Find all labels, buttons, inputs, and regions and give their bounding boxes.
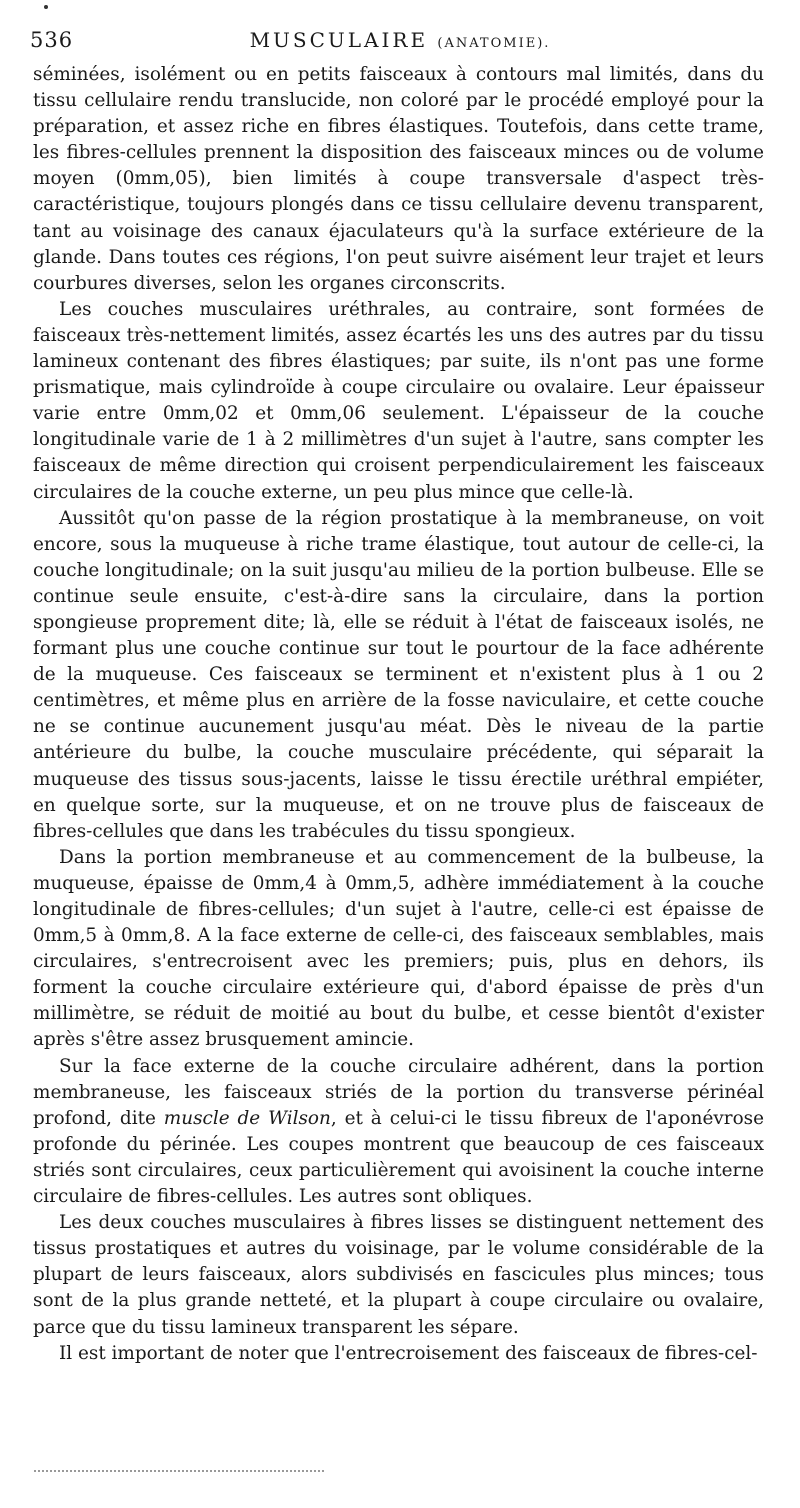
body-text: [33, 62, 764, 1367]
page-header: [30, 28, 770, 64]
paragraph: séminées, isolément ou en petits faisceaux à contours mal limités, dans du tissu cellulaire rendu translucide, non coloré par le procédé employé pour la préparation, et assez riche en fibres élastiques. Toutefois, dans cette trame, les fibres-cellules prennent la disposition des faisceaux minces ou de volume moyen (0mm,05), bien limités à coupe transversale d'aspect très-caractéristique, toujours plongés dans ce tissu cellulaire devenu transparent, tant au voisinage des canaux éjaculateurs qu'à la surface extérieure de la glande. Dans toutes ces régions, l'on peut suivre aisément leur trajet et leurs courbures diverses, selon les organes circonscrits.: [33, 64, 764, 294]
footer-dotted-rule: [34, 1470, 324, 1472]
running-subtitle: (ANATOMIE).: [437, 36, 551, 51]
paragraph: Il est important de noter que l'entrecroisement des faisceaux de fibres-cel-: [59, 1342, 758, 1364]
paragraph: Les deux couches musculaires à fibres lisses se distinguent nettement des tissus prostatiques et autres du voisinage, par le volume considérable de la plupart de leurs faisceaux, alors subdivisés en fascicules plus minces; tous sont de la plus grande netteté, et la plupart à coupe circulaire ou ovalaire, parce que du tissu lamineux transparent les sépare.: [33, 1212, 764, 1338]
running-head: [30, 28, 770, 52]
page-number: 536: [30, 28, 74, 52]
paragraph-text: Sur la face externe de la couche circulaire adhérent, dans la portion membraneuse, les faisceaux striés de la portion du transverse périnéal profond, dite: [33, 1055, 764, 1129]
italic-term: muscle de Wilson: [163, 1107, 331, 1129]
paragraph-text: , et à celui-ci le tissu fibreux de l'aponévrose profonde du périnée. Les coupes montrent que beaucoup de ces faisceaux striés sont circulaires, ceux particulièrement qui avoisinent la couche interne circulaire de fibres-cellules. Les autres sont obliques.: [33, 1107, 764, 1208]
paragraph: Aussitôt qu'on passe de la région prostatique à la membraneuse, on voit encore, sous la muqueuse à riche trame élastique, tout autour de celle-ci, la couche longitudinale; on la suit jusqu'au milieu de la portion bulbeuse. Elle se continue seule ensuite, c'est-à-dire sans la circulaire, dans la portion spongieuse proprement dite; là, elle se réduit à l'état de faisceaux isolés, ne formant plus une couche continue sur tout le pourtour de la face adhérente de la muqueuse. Ces faisceaux se terminent et n'existent plus à 1 ou 2 centimètres, et même plus en arrière de la fosse naviculaire, et cette couche ne se continue aucunement jusqu'au méat. Dès le niveau de la partie antérieure du bulbe, la couche musculaire précédente, qui séparait la muqueuse des tissus sous-jacents, laisse le tissu érectile uréthral empiéter, en quelque sorte, sur la muqueuse, et on ne trouve plus de faisceaux de fibres-cellules que dans les trabécules du tissu spongieux.: [33, 507, 764, 842]
paragraph: Dans la portion membraneuse et au commencement de la bulbeuse, la muqueuse, épaisse de 0mm,4 à 0mm,5, adhère immédiatement à la couche longitudinale de fibres-cellules; d'un sujet à l'autre, celle-ci est épaisse de 0mm,5 à 0mm,8. A la face externe de celle-ci, des faisceaux semblables, mais circulaires, s'entrecroisent avec les premiers; puis, plus en dehors, ils forment la couche circulaire extérieure qui, d'abord épaisse de près d'un millimètre, se réduit de moitié au bout du bulbe, et cesse bientôt d'exister après s'être assez brusquement amincie.: [33, 846, 764, 1051]
paragraph: Les couches musculaires uréthrales, au contraire, sont formées de faisceaux très-nettement limités, assez écartés les uns des autres par du tissu lamineux contenant des fibres élastiques; par suite, ils n'ont pas une forme prismatique, mais cylindroïde à coupe circulaire ou ovalaire. Leur épaisseur varie entre 0mm,02 et 0mm,06 seulement. L'épaisseur de la couche longitudinale varie de 1 à 2 millimètres d'un sujet à l'autre, sans compter les faisceaux de même direction qui croisent perpendiculairement les faisceaux circulaires de la couche externe, un peu plus mince que celle-là.: [33, 298, 764, 503]
ink-speck: [44, 5, 48, 9]
paragraph: [33, 1054, 764, 1211]
running-title: MUSCULAIRE: [249, 28, 429, 52]
